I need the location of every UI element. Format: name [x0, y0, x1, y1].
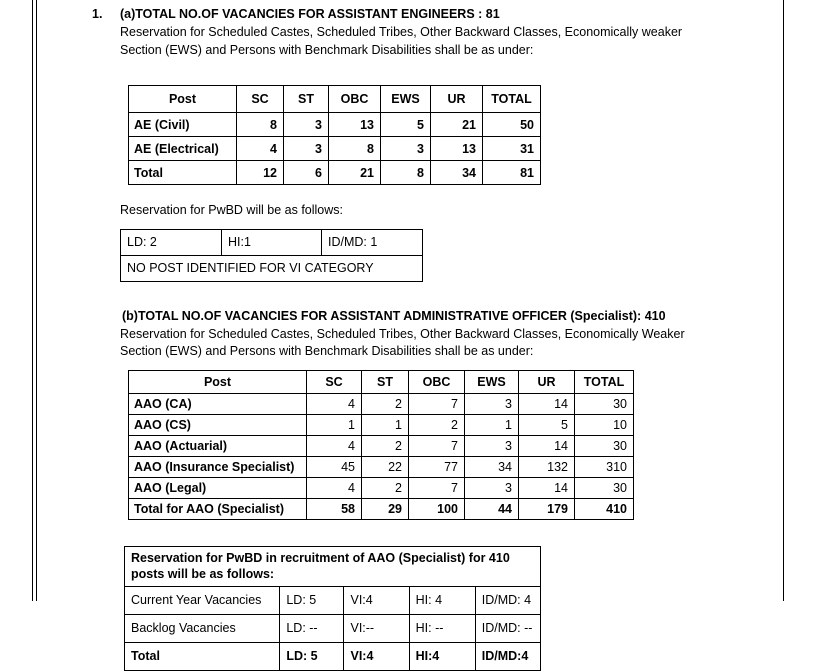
spacer	[120, 220, 752, 229]
spacer	[120, 185, 752, 201]
cell-post: AAO (CA)	[129, 393, 307, 414]
cell-sc: 4	[307, 393, 362, 414]
table-row	[129, 477, 634, 498]
cell-label: Current Year Vacancies	[125, 586, 280, 614]
cell-total: 30	[575, 393, 634, 414]
column-header-obc: OBC	[329, 86, 381, 113]
page-margin-rule-outer	[32, 0, 33, 601]
cell-post: AAO (CS)	[129, 414, 307, 435]
column-header-total: TOTAL	[483, 86, 541, 113]
cell-sc: 12	[237, 161, 284, 185]
cell-post: Total for AAO (Specialist)	[129, 498, 307, 519]
aao-vacancies-table	[128, 370, 634, 520]
cell-total: 81	[483, 161, 541, 185]
table-row-total	[125, 642, 541, 670]
cell-idmd: ID/MD: 4	[475, 586, 540, 614]
ae-vacancies-table	[128, 85, 541, 185]
cell-sc: 8	[237, 113, 284, 137]
document-content	[92, 6, 752, 671]
cell-ur: 21	[431, 113, 483, 137]
table-row	[125, 586, 541, 614]
cell-ews: 1	[465, 414, 519, 435]
spacer	[120, 282, 752, 308]
cell-ld: LD: --	[280, 614, 344, 642]
cell-obc: 77	[409, 456, 465, 477]
column-header-obc: OBC	[409, 370, 465, 393]
table-row	[129, 414, 634, 435]
cell-post: AAO (Actuarial)	[129, 435, 307, 456]
pwbd-ae-table	[120, 229, 423, 282]
cell-total: 410	[575, 498, 634, 519]
column-header-post: Post	[129, 370, 307, 393]
page-margin-rule-inner	[36, 0, 37, 601]
cell-ld: LD: 5	[280, 642, 344, 670]
cell-obc: 13	[329, 113, 381, 137]
cell-sc: 58	[307, 498, 362, 519]
cell-ews: 3	[381, 137, 431, 161]
section-a-paragraph: Reservation for Scheduled Castes, Scheduled Tribes, Other Backward Classes, Economically weaker Section (EWS) and Persons with Benchmark Disabilities shall be as under:	[120, 25, 683, 57]
cell-ur: 13	[431, 137, 483, 161]
cell-ews: 3	[465, 393, 519, 414]
cell-total: 310	[575, 456, 634, 477]
cell-ews: 8	[381, 161, 431, 185]
cell-st: 3	[284, 137, 329, 161]
cell-label: Total	[125, 642, 280, 670]
cell-ur: 14	[519, 477, 575, 498]
cell-st: 29	[362, 498, 409, 519]
spacer	[120, 361, 752, 370]
table-caption-row	[125, 546, 541, 586]
cell-obc: 7	[409, 435, 465, 456]
cell-idmd: ID/MD:4	[475, 642, 540, 670]
column-header-ews: EWS	[465, 370, 519, 393]
section-b-heading: (b)TOTAL NO.OF VACANCIES FOR ASSISTANT ADMINISTRATIVE OFFICER (Specialist): 410	[122, 308, 666, 323]
cell-ld: LD: 2	[121, 229, 222, 255]
cell-post: Total	[129, 161, 237, 185]
cell-st: 1	[362, 414, 409, 435]
cell-st: 3	[284, 113, 329, 137]
column-header-ur: UR	[431, 86, 483, 113]
cell-ur: 132	[519, 456, 575, 477]
cell-ur: 5	[519, 414, 575, 435]
numbered-item-1	[92, 6, 752, 671]
cell-hi: HI: --	[409, 614, 475, 642]
cell-sc: 1	[307, 414, 362, 435]
cell-hi: HI: 4	[409, 586, 475, 614]
cell-st: 2	[362, 393, 409, 414]
cell-ews: 44	[465, 498, 519, 519]
cell-sc: 4	[237, 137, 284, 161]
cell-total: 30	[575, 477, 634, 498]
table-row-total	[129, 161, 541, 185]
cell-ews: 3	[465, 477, 519, 498]
cell-post: AE (Electrical)	[129, 137, 237, 161]
cell-sc: 4	[307, 435, 362, 456]
cell-vi-note: NO POST IDENTIFIED FOR VI CATEGORY	[121, 255, 423, 281]
table-row	[129, 137, 541, 161]
cell-ur: 34	[431, 161, 483, 185]
cell-obc: 21	[329, 161, 381, 185]
cell-total: 10	[575, 414, 634, 435]
cell-obc: 8	[329, 137, 381, 161]
cell-st: 2	[362, 435, 409, 456]
cell-label: Backlog Vacancies	[125, 614, 280, 642]
cell-st: 22	[362, 456, 409, 477]
table-row	[121, 229, 423, 255]
section-b-paragraph: Reservation for Scheduled Castes, Scheduled Tribes, Other Backward Classes, Economically Weaker Section (EWS) and Persons with Benchmark Disabilities shall be as under:	[120, 326, 685, 358]
cell-total: 31	[483, 137, 541, 161]
cell-idmd: ID/MD: --	[475, 614, 540, 642]
table-row	[129, 456, 634, 477]
cell-obc: 2	[409, 414, 465, 435]
pwbd-aao-table	[124, 546, 541, 671]
cell-sc: 4	[307, 477, 362, 498]
cell-ld: LD: 5	[280, 586, 344, 614]
table-row	[125, 614, 541, 642]
column-header-post: Post	[129, 86, 237, 113]
cell-sc: 45	[307, 456, 362, 477]
spacer	[120, 59, 752, 85]
cell-ews: 5	[381, 113, 431, 137]
cell-ews: 34	[465, 456, 519, 477]
item-number: 1.	[92, 7, 103, 21]
cell-vi: VI:4	[344, 642, 409, 670]
cell-obc: 7	[409, 477, 465, 498]
cell-ur: 14	[519, 435, 575, 456]
cell-total: 30	[575, 435, 634, 456]
cell-st: 2	[362, 477, 409, 498]
cell-obc: 7	[409, 393, 465, 414]
table-row	[129, 393, 634, 414]
table-header-row	[129, 86, 541, 113]
pwbd-ae-intro: Reservation for PwBD will be as follows:	[120, 203, 343, 217]
cell-caption: Reservation for PwBD in recruitment of AAO (Specialist) for 410 posts will be as follows:	[125, 546, 541, 586]
cell-obc: 100	[409, 498, 465, 519]
column-header-st: ST	[362, 370, 409, 393]
cell-st: 6	[284, 161, 329, 185]
cell-ur: 179	[519, 498, 575, 519]
column-header-ews: EWS	[381, 86, 431, 113]
column-header-total: TOTAL	[575, 370, 634, 393]
table-row	[121, 255, 423, 281]
table-row-total	[129, 498, 634, 519]
cell-post: AAO (Legal)	[129, 477, 307, 498]
column-header-sc: SC	[307, 370, 362, 393]
cell-total: 50	[483, 113, 541, 137]
table-row	[129, 435, 634, 456]
cell-vi: VI:--	[344, 614, 409, 642]
cell-ur: 14	[519, 393, 575, 414]
cell-hi: HI:4	[409, 642, 475, 670]
cell-post: AAO (Insurance Specialist)	[129, 456, 307, 477]
spacer	[120, 520, 752, 546]
column-header-st: ST	[284, 86, 329, 113]
cell-vi: VI:4	[344, 586, 409, 614]
table-header-row	[129, 370, 634, 393]
column-header-ur: UR	[519, 370, 575, 393]
section-a-heading: (a)TOTAL NO.OF VACANCIES FOR ASSISTANT ENGINEERS : 81	[120, 7, 500, 21]
page-margin-rule-right	[783, 0, 784, 601]
cell-idmd: ID/MD: 1	[322, 229, 423, 255]
cell-post: AE (Civil)	[129, 113, 237, 137]
column-header-sc: SC	[237, 86, 284, 113]
cell-hi: HI:1	[222, 229, 322, 255]
cell-ews: 3	[465, 435, 519, 456]
table-row	[129, 113, 541, 137]
